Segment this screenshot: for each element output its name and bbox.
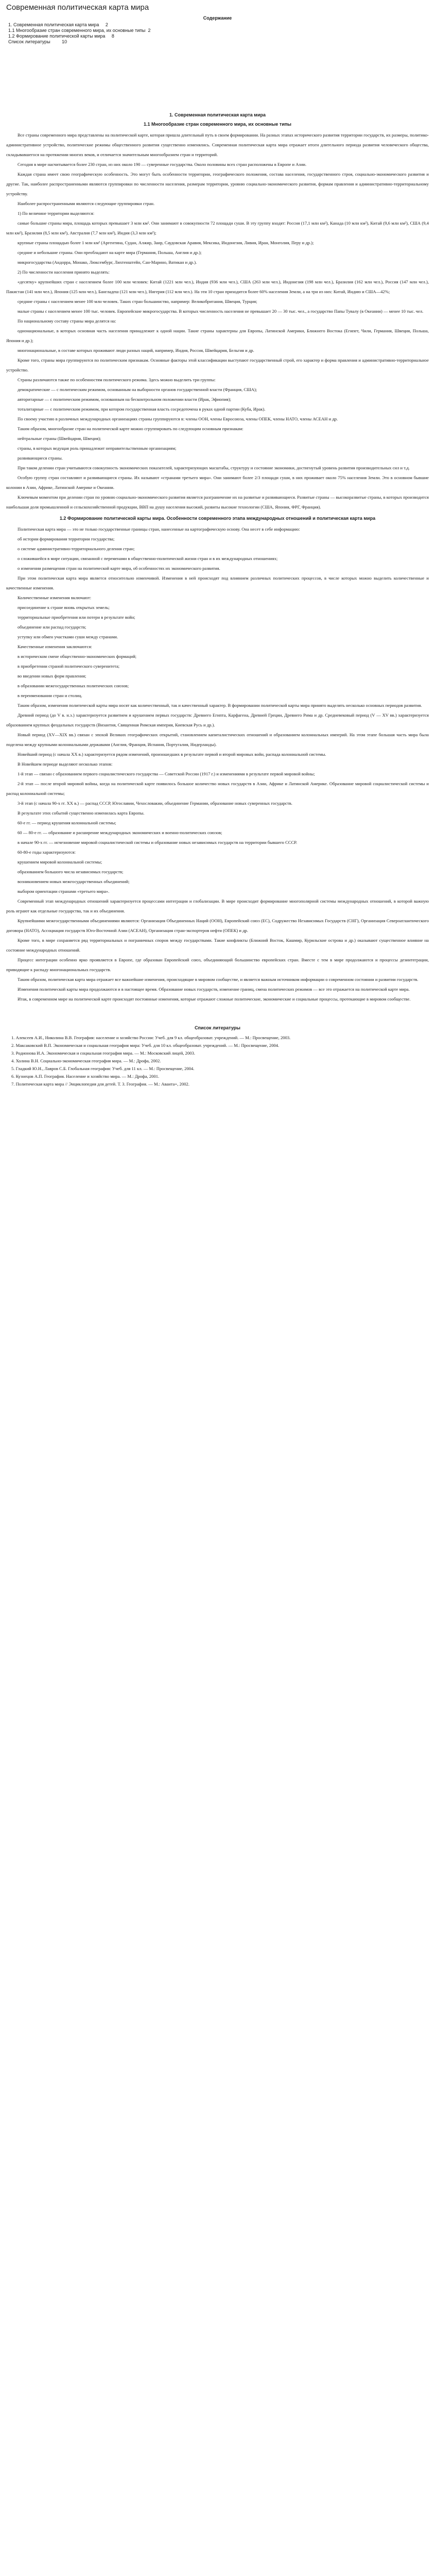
paragraph: в образовании межгосударственных политических союзов; bbox=[18, 683, 129, 688]
paragraph: в историческом смене общественно-экономических формаций; bbox=[18, 654, 137, 659]
references bbox=[6, 1025, 429, 1088]
paragraph: Таким образом, изменения политической карты мира носят как количественный, так и качественный характер. В формировании политической карты мира принято выделять несколько основных периодов развития. bbox=[18, 703, 422, 708]
page-title: Современная политическая карта мира bbox=[6, 3, 149, 12]
paragraph: о сложившейся в мире ситуации, связанной с переменами в общественно-политической жизни стран и в их международных отношениях; bbox=[18, 556, 278, 561]
paragraph: При таком делении стран учитываются совокупность экономических показателей, характеризующих масштабы, структуру и состояние экономики, достигнутый уровень развития производительных сил и т.д. bbox=[18, 465, 410, 470]
paragraph: При этом политическая карта мира является относительно изменчивой. Изменения в ней происходят под влиянием различных политических процессов, в числе которых можно выделить количественные и качественные изменения. bbox=[6, 575, 429, 590]
paragraph: развивающиеся страны. bbox=[18, 455, 63, 461]
paragraph: Таким образом, политическая карта мира отражает все важнейшие изменения, происходящие в мировом сообществе, и является важным источником информации о современном состоянии и развитии государств. bbox=[18, 977, 418, 982]
paragraph: 1) По величине территории выделяются: bbox=[18, 211, 95, 216]
toc-heading: Содержание bbox=[203, 15, 232, 21]
reference-item: 1. Алексеев А.И., Николина В.В. География: население и хозяйство России: Учеб. для 9 кл. общеобразоват. учреждений. — М.: Просвещение, 2003. bbox=[11, 1035, 291, 1040]
paragraph: По своему участию в различных международных организациях страны группируются в: члены ООН, члены Евросоюза, члены ОПЕК, члены НАТО, члены АСЕАН и др. bbox=[18, 416, 338, 421]
section-heading: 1. Современная политическая карта мира bbox=[169, 112, 266, 117]
paragraph: объединение или распад государств; bbox=[18, 624, 86, 630]
paragraph: многонациональные, в составе которых проживают люди разных наций, например, Индия, Россия, Швейцария, Бельгия и др. bbox=[18, 348, 254, 353]
paragraph: Новый период (XV—XIX вв.) связан с эпохой Великих географических открытий, становлением капиталистических отношений и образованием колониальных империй. На этом этапе большая часть мира была поделена между крупными колониальными державами (Англия, Франция, Испания, Португалия, Нидерланды). bbox=[6, 732, 429, 747]
paragraph: средние и небольшие страны. Они преобладают на карте мира (Германия, Польша, Англия и др.); bbox=[18, 250, 202, 255]
toc-item[interactable]: 1.1 Многообразие стран современного мира, их основные типы 2 bbox=[8, 28, 151, 33]
reference-item: 3. Родионова И.А. Экономическая и социальная география мира. — М.: Московский лицей, 2003. bbox=[11, 1050, 196, 1056]
subsection-1-body bbox=[6, 130, 429, 512]
reference-item: 7. Политическая карта мира // Энциклопедия для детей. Т. 3. География. — М.: Аванта+, 2002. bbox=[11, 1081, 189, 1087]
table-of-contents bbox=[6, 15, 429, 45]
paragraph: демократические — с политическим режимом, основанным на выборности органов государственной власти (Франция, США); bbox=[18, 387, 257, 392]
paragraph: крупные страны площадью более 1 млн км² (Аргентина, Судан, Алжир, Заир, Саудовская Аравия, Мексика, Индонезия, Ливия, Иран, Монголия, Перу и др.); bbox=[18, 240, 314, 245]
paragraph: Новейший период (с начала XX в.) характеризуется рядом изменений, произошедших в результате первой и второй мировых войн, распада колониальной системы. bbox=[18, 752, 326, 757]
paragraph: По национальному составу страны мира делятся на: bbox=[18, 318, 116, 324]
paragraph: средние страны с населением менее 100 млн человек. Таких стран большинство, например: Великобритания, Швеция, Турция; bbox=[18, 299, 257, 304]
paragraph: микрогосударства (Андорра, Монако, Люксембург, Лихтенштейн, Сан-Марино, Ватикан и др.). bbox=[18, 260, 197, 265]
paragraph: 60-80-е годы характеризуются: bbox=[18, 850, 76, 855]
paragraph: Количественные изменения включают: bbox=[18, 595, 92, 600]
paragraph: Все страны современного мира представлены на политической карте, которая пришла длительный путь в своем формировании. На разных этапах исторического развития территории государств, их размеры, политико-административное устройство, политические режимы общественного развития существенно изменялись. Современная политическая карта мира отражает итоги длительного периода развития человеческого общества, складывавшегося на протяжении многих веков, и отличается значительным многообразием стран и территорий. bbox=[6, 132, 429, 157]
paragraph: Крупнейшими межгосударственными объединениями являются: Организация Объединенных Наций (ООН), Европейский союз (ЕС), Содружество Независимых Государств (СНГ), Организация Североатлантического договора (НАТО), Ассоциация государств Юго-Восточной Азии (АСЕАН), Организация стран-экспортеров нефти (ОПЕК) и др. bbox=[6, 918, 429, 933]
paragraph: тоталитарные — с политическим режимом, при котором государственная власть сосредоточена в руках одной партии (Куба, Ирак). bbox=[18, 406, 266, 412]
paragraph: Наиболее распространенными являются следующие группировки стран. bbox=[18, 201, 155, 206]
paragraph: «десятку» крупнейших стран с населением более 100 млн человек: Китай (1221 млн чел.), Индия (936 млн чел.), США (263 млн чел.), Индонезия (198 млн чел.), Бразилия (162 млн чел.), Россия (147 млн чел.), Пакистан (141 млн чел.), Япония (125 млн чел.), Бангладеш (121 млн чел.), Нигерия (112 млн чел.). На эти 10 стран приходится более 60% населения Земли, а на три из них: Китай, Индию и США—42%; bbox=[6, 279, 429, 294]
paragraph: о системе административно-территориального деления стран; bbox=[18, 546, 135, 551]
paragraph: Качественные изменения заключаются: bbox=[18, 644, 92, 649]
paragraph: самые большие страны мира, площадь которых превышает 3 млн км². Они занимают в совокупности 72 площади суши. В эту группу входят: Россия (17,1 млн км²), Канада (10 млн км²), Китай (9,6 млн км²), США (9,4 млн км²), Бразилия (8,5 млн км²), Австралия (7,7 млн км²), Индия (3,3 млн км²); bbox=[6, 221, 429, 235]
paragraph: страны, в которых ведущая роль принадлежит неправительственным организациям; bbox=[18, 446, 177, 451]
references-list bbox=[6, 1034, 429, 1088]
subsection-heading: 1.2 Формирование политической карты мира. Особенности современного этапа международных отношений и политическая карта мира bbox=[59, 516, 376, 521]
paragraph: 60-е гг. — период крушения колониальной системы; bbox=[18, 820, 116, 825]
paragraph: однонациональные, в которых основная часть населения принадлежит к одной нации. Такие страны характерны для Европы, Латинской Америки, Ближнего Востока (Египет, Чили, Германия, Швеция, Польша, Япония и др.); bbox=[6, 328, 429, 343]
paragraph: 3-й этап (с начала 90-х гг. XX в.) — распад СССР, Югославии, Чехословакии, объединение Германии, образование новых суверенных государств. bbox=[18, 801, 292, 806]
paragraph: во введении новых форм правления; bbox=[18, 673, 86, 679]
paragraph: авторитарные — с политическим режимом, основанным на бесконтрольном положении власти (Ирак, Эфиопия); bbox=[18, 397, 232, 402]
toc-item[interactable]: 1. Современная политическая карта мира 2 bbox=[8, 22, 108, 27]
paragraph: Особую группу стран составляют и развивающиеся страны. Их называют «странами третьего мира». Они занимают более 2/3 площади суши, в них проживает около 75% населения Земли. Это в основном бывшие колонии в Азии, Африке, Латинской Америке и Океании. bbox=[6, 475, 429, 490]
paragraph: В результате этих событий существенно изменилась карта Европы. bbox=[18, 810, 145, 816]
paragraph: образованием большого числа независимых государств; bbox=[18, 869, 124, 874]
toc-item[interactable]: Список литературы 10 bbox=[8, 39, 67, 44]
paragraph: 2) По численности населения принято выделять: bbox=[18, 269, 110, 275]
paragraph: Древний период (до V в. н.э.) характеризуется развитием и крушением первых государств: Древнего Египта, Карфагена, Древней Греции, Древнего Рима и др. Средневековый период (V — XV вв.) характеризуется образованием крупных феодальных государств (Византия, Священная Римская империя, Киевская Русь и др.). bbox=[6, 713, 429, 727]
paragraph: уступку или обмен участками суши между странами. bbox=[18, 634, 118, 639]
reference-item: 5. Гладкий Ю.Н., Лавров С.Б. Глобальная география: Учеб. для 11 кл. — М.: Просвещение, 2004. bbox=[11, 1066, 195, 1071]
paragraph: Сегодня в мире насчитывается более 230 стран, из них около 190 — суверенные государства. Около половины всех стран расположены в Европе и Азии. bbox=[18, 162, 307, 167]
paragraph: в начале 90-х гг. — исчезновение мировой социалистической системы и образование новых независимых государств на территории бывшего СССР. bbox=[18, 840, 298, 845]
paragraph: Политическая карта мира — это не только государственные границы стран, нанесенные на картографическую основу. Она несет в себе информацию: bbox=[18, 527, 300, 532]
paragraph: Каждая страна имеет свою географическую особенность. Это могут быть особенности территории, географического положения, состава населения, государственного строя, социально-экономического развития и другие. Так, наиболее распространенными являются группировки по численности населения, размерам территории, уровню социально-экономического развития, формам правления и административно-территориальному устройству. bbox=[6, 172, 429, 196]
paragraph: 60 — 80-е гг. — образование и расширение международных экономических и военно-политических союзов; bbox=[18, 830, 222, 835]
paragraph: В Новейшем периоде выделяют несколько этапов: bbox=[18, 761, 113, 767]
references-heading: Список литературы bbox=[195, 1025, 240, 1030]
paragraph: присоединение к стране вновь открытых земель; bbox=[18, 605, 110, 610]
paragraph: нейтральные страны (Швейцария, Швеция); bbox=[18, 436, 101, 441]
paragraph: Итак, в современном мире на политической карте происходят постоянные изменения, которые отражают сложные политические, экономические и социальные процессы, протекающие в мировом сообществе. bbox=[18, 996, 411, 1002]
paragraph: Современный этап международных отношений характеризуется процессами интеграции и глобализации. В мире происходит формирование многополярной системы международных отношений, в которой важную роль играют как отдельные государства, так и их объединения. bbox=[6, 899, 429, 913]
paragraph: выбором ориентации странами «третьего мира». bbox=[18, 889, 110, 894]
paragraph: крушением мировой колониальной системы; bbox=[18, 859, 102, 865]
paragraph: Ключевым моментом при делении стран по уровню социально-экономического развития является разграничение их на развитые и развивающиеся. Развитые страны — высокоразвитые страны, в которых производится наибольшая доля промышленной и сельскохозяйственной продукции, ВВП на душу населения высокий, развиты высокие технологии (США, Япония, ФРГ, Франция). bbox=[6, 495, 429, 510]
paragraph: Изменения политической карты мира продолжаются и в настоящее время. Образование новых государств, изменение границ, смена политических режимов — все это отражается на политической карте мира. bbox=[18, 987, 410, 992]
paragraph: 1-й этап — связан с образованием первого социалистического государства — Советской России (1917 г.) и изменениями в результате первой мировой войны; bbox=[18, 771, 315, 776]
paragraph: Кроме того, страны мира группируются по политическим признакам. Основные факторы этой классификации выступают государственный строй, его характер и форма правления и административно-территориальное устройство. bbox=[6, 358, 429, 372]
paragraph: Процесс интеграции особенно ярко проявляется в Европе, где образован Европейский союз, объединяющий большинство европейских стран. Вместе с тем в мире продолжаются и процессы дезинтеграции, приводящие к распаду многонациональных государств. bbox=[6, 957, 429, 972]
reference-item: 2. Максаковский В.П. Экономическая и социальная география мира: Учеб. для 10 кл. общеобразоват. учреждений. — М.: Просвещение, 2004. bbox=[11, 1043, 280, 1048]
reference-item: 4. Холина В.Н. Социально-экономическая география мира. — М.: Дрофа, 2002. bbox=[11, 1058, 161, 1063]
paragraph: в переименовании стран и столиц. bbox=[18, 693, 82, 698]
paragraph: 2-й этап — после второй мировой войны, когда на политической карте появилось большое количество новых государств в Азии, Африке и Латинской Америке. Образование мировой социалистической системы и распад колониальной системы; bbox=[6, 781, 429, 796]
section-1 bbox=[6, 112, 429, 1004]
paragraph: малые страны с населением менее 100 тыс. человек. Европейские микрогосударства. В которых численность населения не превышает 20 — 30 тыс. чел., а государство Папы Тувалу (в Океании) — менее 10 тыс. чел. bbox=[18, 309, 424, 314]
reference-item: 6. Кузнецов А.П. География. Население и хозяйство мира. — М.: Дрофа, 2001. bbox=[11, 1074, 160, 1079]
toc-item[interactable]: 1.2 Формирование политической карты мира 8 bbox=[8, 33, 114, 39]
paragraph: об истории формирования территории государства; bbox=[18, 536, 115, 541]
paragraph: о изменении размещения стран на политической карте мира, об особенностях их экономического развития. bbox=[18, 566, 220, 571]
paragraph: Страны различаются также по особенностям политического режима. Здесь можно выделить три группы: bbox=[18, 377, 216, 382]
subsection-heading: 1.1 Многообразие стран современного мира, их основные типы bbox=[144, 122, 291, 127]
paragraph: Кроме того, в мире сохраняется ряд территориальных и пограничных споров между государствами. Такие конфликты (Ближний Восток, Кашмир, Курильские острова и др.) оказывают существенное влияние на состояние международных отношений. bbox=[6, 938, 429, 953]
paragraph: в приобретении страной политического суверенитета; bbox=[18, 664, 120, 669]
subsection-2-body bbox=[6, 524, 429, 1004]
paragraph: территориальные приобретения или потери в результате войн; bbox=[18, 615, 135, 620]
paragraph: Таким образом, многообразие стран на политической карте можно сгруппировать по следующим основным признакам: bbox=[18, 426, 243, 431]
paragraph: возникновением новых межгосударственных объединений; bbox=[18, 879, 130, 884]
